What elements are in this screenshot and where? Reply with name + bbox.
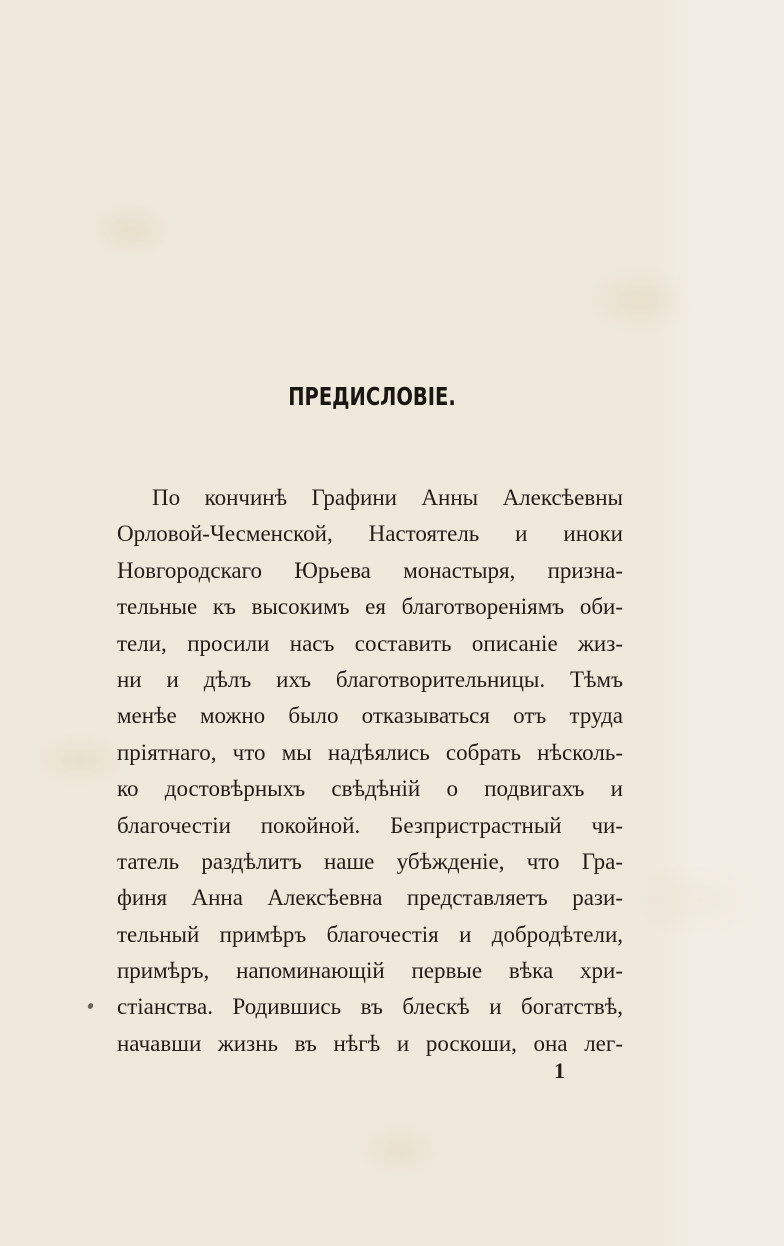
text-line: Новгородскаго Юрьева монастыря, призна- [117,557,623,583]
text-line: ко достовѣрныхъ свѣдѣній о подвигахъ и [117,776,623,802]
page-number: 1 [554,1058,565,1083]
body-text [117,480,623,1062]
text-line: ни и дѣлъ ихъ благотворительницы. Тѣмъ [117,666,623,692]
text-line: благочестіи покойной. Безпристрастный чи- [117,812,623,838]
text-line: пріятнаго, что мы надѣялись собрать нѣсколь- [117,739,623,765]
text-line: По кончинѣ Графини Анны Алексѣевны [152,485,623,510]
text-line: финя Анна Алексѣевна представляетъ рази- [117,885,623,911]
text-line: начавши жизнь въ нѣгѣ и роскоши, она лег- [117,1030,623,1056]
text-line: татель раздѣлитъ наше убѣжденіе, что Гра- [117,848,623,874]
text-line: тельные къ высокимъ ея благотвореніямъ оби- [117,594,623,620]
page-edge-strip [656,0,784,1246]
ink-speck [87,1002,95,1010]
text-line: тельный примѣръ благочестія и добродѣтели, [117,921,623,947]
text-line: стіанства. Родившись въ блескѣ и богатствѣ, [117,994,623,1020]
text-line: примѣръ, напоминающій первые вѣка хри- [117,958,623,984]
text-line: Орловой-Чесменской, Настоятель и иноки [117,521,623,547]
text-line: тели, просили насъ составить описаніе жиз- [117,630,623,656]
page-title: ПРЕДИСЛОВІЕ. [288,382,456,411]
text-line: менѣе можно было отказываться отъ труда [117,703,623,729]
